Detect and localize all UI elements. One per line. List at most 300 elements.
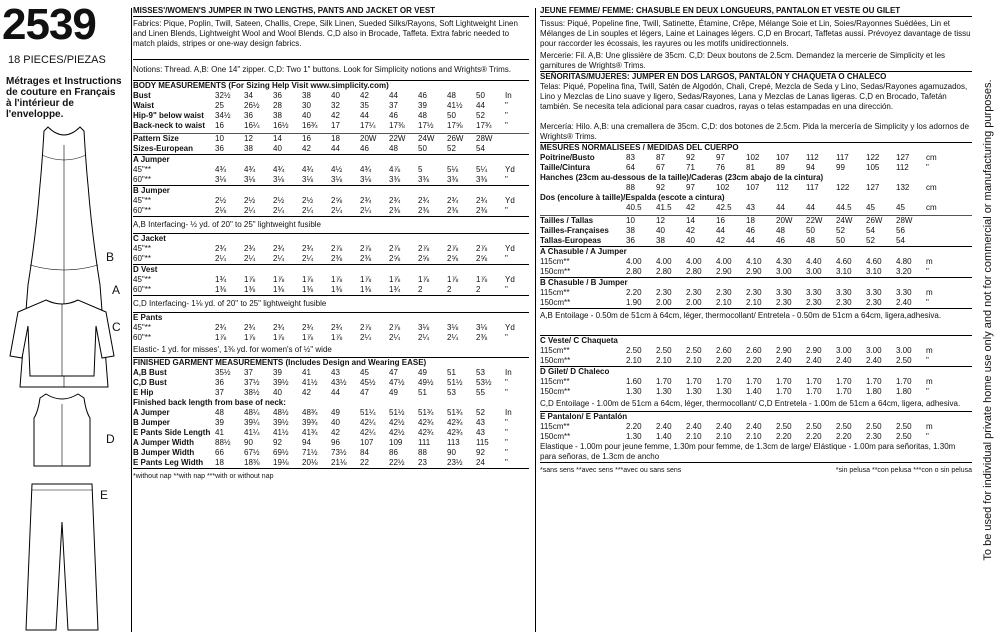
pattern-number: 2539 (2, 0, 96, 49)
telas-text: Telas: Piqué, Popelina fina, Twill, Satén de Algodón, Chali, Crepé, Mezcla de Seda y Lino, Sedas/Rayones agamuzados, Lino y Mezclas de Lino suave y ligero, Sedas/Rayones, Lana y Mezclas de Lanas ligeras. C,D en Brocado, Tafetán también. Se necesita tela adicional para casar cuadros, rayas o telas estampadas en una dirección. (540, 82, 968, 111)
french-footnote: *sans sens **avec sens ***avec ou sans sens (540, 467, 682, 474)
table-cell: 30 (302, 101, 311, 110)
table-row (133, 458, 529, 468)
table-cell: 2.00 (656, 298, 672, 307)
table-row (540, 153, 972, 163)
table-cell: 127 (866, 183, 880, 192)
table-cell: 3.30 (866, 288, 882, 297)
row-label: Tallas-Europeas (540, 236, 602, 245)
table-cell: 16 (215, 121, 224, 130)
table-cell: 2½ (215, 196, 227, 205)
table-cell: 102 (746, 153, 760, 162)
table-cell: 2.50 (626, 346, 642, 355)
table-cell: 117 (836, 153, 849, 162)
hanches-row (540, 183, 972, 193)
table-cell: " (505, 206, 508, 215)
table-cell: " (505, 418, 508, 427)
french-title: JEUNE FEMME/ FEMME: CHASUBLE EN DEUX LONGUEURS, PANTALON ET VESTE OU GILET (540, 6, 901, 15)
table-cell: 2¾ (244, 323, 256, 332)
table-cell: 2.50 (866, 422, 882, 431)
table-cell: 51½ (447, 378, 463, 387)
table-row (133, 408, 529, 418)
table-cell: 92 (273, 438, 282, 447)
garment-heading: A Jumper (133, 154, 529, 165)
table-cell: 2.90 (806, 346, 822, 355)
table-cell: 18⅜ (244, 458, 260, 467)
table-cell: 2.60 (746, 346, 762, 355)
table-cell: 2 (476, 285, 481, 294)
table-cell: " (505, 438, 508, 447)
table-row (540, 257, 972, 267)
divider (131, 8, 132, 632)
table-cell: 4.00 (626, 257, 642, 266)
table-cell: 2.30 (746, 288, 762, 297)
table-cell: In (505, 91, 512, 100)
table-cell: 2⅞ (360, 323, 372, 332)
notions-text: Notions: Thread. A,B: One 14" zipper. C,D: Two 1" buttons. Look for Simplicity notions and Wrights® Trims. (133, 59, 529, 80)
row-label: C,D Bust (133, 378, 167, 387)
table-cell: 2.20 (776, 432, 792, 441)
table-cell: 39½ (273, 378, 289, 387)
garment-heading: B Jumper (133, 185, 529, 196)
ab-entoilage-text: A,B Entoilage - 0.50m de 51cm à 64cm, léger, thermocollant/ Entretela - 0.50m de 51cm a 64cm, ligera,adhesiva. (540, 308, 972, 335)
table-cell: 22W (389, 134, 406, 143)
table-row (133, 91, 529, 101)
view-letter-e: E (100, 488, 109, 502)
table-cell: 26W (447, 134, 464, 143)
table-cell: 2⅜ (447, 206, 459, 215)
table-cell: 2¼ (360, 206, 372, 215)
table-cell: 117 (806, 183, 819, 192)
table-cell: 107 (360, 438, 374, 447)
table-cell: 25 (215, 101, 224, 110)
table-row (133, 254, 529, 264)
table-cell: 3⅛ (360, 175, 372, 184)
table-cell: 2.40 (686, 422, 702, 431)
table-cell: 39¾ (302, 418, 318, 427)
table-cell: Yd (505, 165, 515, 174)
table-cell: 4¾ (244, 165, 256, 174)
tissus-text: Tissus: Piqué, Popeline fine, Twill, Satinette, Étamine, Crêpe, Mélange Soie et Lin, Soies/Rayonnes Suédées, Lin et Mélanges de Lin souples et légers, Laine et Lainages légers. C,D en Brocart, Taffetas aussi. Prévoyez davantage de tissu pour raccorder les écossais, les rayures ou les motifs unidirectionnels. (540, 16, 972, 51)
table-cell: 1.30 (626, 387, 642, 396)
garment-heading: D Vest (133, 264, 529, 275)
cd-interfacing-text: C,D Interfacing- 1⅛ yd. of 20" to 25" lightweight fusible (133, 295, 529, 312)
row-label: 150cm** (540, 356, 571, 365)
table-cell: 1⅞ (447, 275, 459, 284)
row-label: Tailles / Tallas (540, 216, 594, 225)
garment-heading: C Jacket (133, 233, 529, 244)
table-cell: 17⅝ (447, 121, 463, 130)
table-row (540, 377, 972, 387)
table-cell: 112 (896, 163, 909, 172)
table-cell: 2.10 (746, 298, 762, 307)
table-cell: 1⅞ (215, 333, 227, 342)
table-cell: 81 (746, 163, 755, 172)
table-cell: 51 (447, 368, 456, 377)
row-label: 115cm** (540, 346, 570, 355)
table-cell: 36 (244, 111, 253, 120)
table-cell: 2.30 (716, 288, 732, 297)
table-cell (926, 226, 956, 236)
table-cell: 42¾ (418, 418, 434, 427)
table-cell: 2.30 (836, 298, 852, 307)
table-cell: 2⅞ (331, 244, 343, 253)
table-cell: 52 (836, 226, 845, 235)
table-cell: 86 (389, 448, 398, 457)
table-cell: 21⅛ (331, 458, 347, 467)
table-cell: 2¼ (273, 206, 285, 215)
table-cell: 42.5 (716, 203, 732, 212)
table-cell: 17¾ (476, 121, 492, 130)
table-cell: 36 (215, 378, 224, 387)
table-cell: 1.70 (806, 387, 822, 396)
table-cell: 94 (302, 438, 311, 447)
table-cell: 40 (302, 111, 311, 120)
table-cell: 2⅞ (476, 244, 488, 253)
table-cell: 40 (656, 226, 665, 235)
spanish-title: SEÑORITAS/MUJERES: JUMPER EN DOS LARGOS, PANTALÓN Y CHAQUETA O CHALECO (540, 71, 972, 82)
table-cell: 4⅞ (389, 165, 401, 174)
view-letter-d: D (106, 432, 115, 446)
table-cell: 2¼ (215, 254, 227, 263)
table-cell: " (505, 428, 508, 437)
row-label: 45"** (133, 196, 151, 205)
table-cell: 42½ (389, 428, 405, 437)
table-cell: 36 (215, 144, 224, 153)
table-cell: 1⅜ (273, 285, 285, 294)
table-cell: 122 (836, 183, 850, 192)
table-cell: 45½ (360, 378, 376, 387)
table-cell: 35½ (215, 368, 231, 377)
left-column (0, 0, 128, 641)
table-cell: 2¾ (418, 196, 430, 205)
table-cell: 2.40 (866, 356, 882, 365)
table-cell: 4.00 (686, 257, 702, 266)
table-cell: 48 (389, 144, 398, 153)
table-cell: 24 (476, 458, 485, 467)
table-cell: 88½ (215, 438, 231, 447)
row-label: Taille/Cintura (540, 163, 591, 172)
table-cell: 1⅞ (331, 333, 343, 342)
table-cell: 1⅞ (244, 275, 256, 284)
table-cell: 2.10 (746, 432, 762, 441)
table-row (540, 432, 972, 442)
table-cell: 1.70 (806, 377, 822, 386)
table-cell: 22½ (389, 458, 405, 467)
table-cell: 46 (746, 226, 755, 235)
table-cell: 3.00 (806, 267, 822, 276)
table-cell: 3⅛ (418, 323, 430, 332)
yardage-table-e (133, 312, 529, 343)
table-cell: 43 (476, 428, 485, 437)
table-cell: " (505, 111, 508, 120)
table-cell: 3⅛ (447, 323, 459, 332)
table-cell: 39 (273, 368, 282, 377)
table-cell: 1⅞ (273, 333, 285, 342)
table-cell: 1¾ (215, 275, 227, 284)
table-cell: 3.30 (896, 288, 912, 297)
table-cell: 46 (418, 91, 427, 100)
table-cell: 2 (447, 285, 452, 294)
table-cell: 97 (686, 183, 695, 192)
table-cell: 2⅜ (418, 206, 430, 215)
table-cell: 28W (476, 134, 493, 143)
table-cell: 40 (273, 388, 282, 397)
table-cell: 69½ (273, 448, 289, 457)
table-cell: 26W (866, 216, 883, 225)
table-cell: 1⅞ (331, 275, 343, 284)
table-cell: 43½ (331, 378, 347, 387)
table-cell: 48 (806, 236, 815, 245)
finished-measurements-title: FINISHED GARMENT MEASUREMENTS (Includes Design and Wearing EASE) (133, 357, 529, 368)
table-row (133, 285, 529, 295)
table-cell: 122 (866, 153, 880, 162)
table-cell: 50 (836, 236, 845, 245)
table-cell: 55 (476, 388, 485, 397)
table-cell: 2.80 (686, 267, 702, 276)
table-cell: 2¾ (447, 196, 459, 205)
table-row (133, 438, 529, 448)
table-cell: 64 (626, 163, 635, 172)
table-cell: 41½ (447, 101, 463, 110)
hanches-label: Hanches (23cm au-dessous de la taille)/Caderas (23cm abajo de la cintura) (540, 173, 824, 182)
table-cell: 2.00 (686, 298, 702, 307)
table-cell: 42 (686, 203, 695, 212)
row-label: A,B Bust (133, 368, 167, 377)
view-letter-a: A (112, 283, 121, 297)
table-cell: 127 (896, 153, 910, 162)
table-row (133, 196, 529, 206)
table-cell: 18 (215, 458, 224, 467)
table-cell: 1.90 (626, 298, 642, 307)
table-cell: 42 (686, 226, 695, 235)
table-cell: 4.10 (746, 257, 762, 266)
table-cell: 50 (418, 144, 427, 153)
table-cell: 42¼ (360, 428, 376, 437)
table-cell: 4.30 (776, 257, 792, 266)
table-cell: 2.10 (656, 356, 672, 365)
table-cell: 10 (215, 134, 224, 143)
row-label: E Hip (133, 388, 154, 397)
table-row (540, 267, 972, 277)
body-measurements-title: BODY MEASUREMENTS (For Sizing Help Visit www.simplicity.com) (133, 80, 529, 91)
table-cell: 34 (244, 91, 253, 100)
table-cell: 39 (418, 101, 427, 110)
table-cell: 1.70 (776, 387, 792, 396)
table-cell: 2.80 (626, 267, 642, 276)
table-cell: m (926, 288, 933, 297)
table-cell: 99 (836, 163, 845, 172)
table-cell: 1⅜ (244, 285, 256, 294)
table-cell: 1.70 (656, 377, 672, 386)
metrage-table-e (540, 411, 972, 442)
table-cell: 2.90 (746, 267, 762, 276)
table-cell: 4.60 (836, 257, 852, 266)
table-cell: 44 (389, 91, 398, 100)
table-cell: 1.80 (866, 387, 882, 396)
table-cell: 109 (389, 438, 403, 447)
table-cell: 20⅛ (302, 458, 318, 467)
table-cell: m (926, 346, 933, 355)
table-cell: 1⅞ (360, 275, 372, 284)
usage-notice-text: To be used for individual private home use only and not for commercial or manufacturing purposes. (982, 79, 994, 561)
table-cell: 2.50 (896, 356, 912, 365)
table-cell: 76 (716, 163, 725, 172)
table-row (133, 111, 529, 121)
table-cell: 10 (626, 216, 635, 225)
table-cell: 41 (302, 368, 311, 377)
table-cell: 3.00 (836, 346, 852, 355)
table-cell: 24W (418, 134, 435, 143)
table-cell: 1⅞ (302, 333, 314, 342)
row-label: 45"** (133, 165, 151, 174)
table-cell: 23½ (447, 458, 463, 467)
table-row (540, 183, 972, 193)
table-cell: 52 (476, 408, 485, 417)
dos-row (540, 203, 972, 213)
table-cell: 2⅝ (476, 254, 488, 263)
table-cell: 2.40 (806, 356, 822, 365)
elastic-text: Elastic- 1 yd. for misses', 1⅜ yd. for women's of ½" wide (133, 345, 332, 354)
table-cell: 2.90 (776, 346, 792, 355)
table-cell: 3⅛ (476, 323, 488, 332)
ab-interfacing-text: A,B Interfacing- ½ yd. of 20" to 25" lightweight fusible (133, 216, 529, 233)
jacket-sketch (6, 298, 118, 378)
table-cell: 48 (215, 408, 224, 417)
table-cell: 38 (273, 111, 282, 120)
table-cell: 2⅝ (331, 196, 343, 205)
table-cell: 2.30 (686, 288, 702, 297)
table-cell: 102 (716, 183, 730, 192)
table-cell: 1⅜ (331, 285, 343, 294)
table-cell: 44 (776, 203, 785, 212)
table-cell: Yd (505, 275, 515, 284)
table-row (133, 388, 529, 398)
table-cell: 2⅜ (476, 206, 488, 215)
table-cell: 48 (418, 111, 427, 120)
table-cell: 2.50 (656, 346, 672, 355)
table-cell: 39¼ (244, 418, 260, 427)
table-cell: 2¼ (389, 333, 401, 342)
table-cell: 4½ (331, 165, 343, 174)
table-cell: 51¾ (418, 408, 434, 417)
row-label: E Pants Leg Width (133, 458, 204, 467)
table-cell: 16½ (273, 121, 289, 130)
finished-lengths-table (133, 408, 529, 468)
garment-heading: E Pantalon/ E Pantalón (540, 411, 972, 422)
mesures-table (540, 153, 972, 173)
table-cell: 44.5 (836, 203, 852, 212)
table-cell: 40 (273, 144, 282, 153)
row-label: 60"** (133, 285, 151, 294)
table-cell: 107 (746, 183, 760, 192)
table-cell: 2¼ (302, 254, 314, 263)
table-row (540, 387, 972, 397)
table-cell: 1.70 (746, 377, 762, 386)
table-cell: 1⅞ (418, 275, 430, 284)
table-cell: 2⅜ (360, 254, 372, 263)
piece-count: 18 PIECES/PIEZAS (8, 54, 106, 66)
table-cell: 4.40 (806, 257, 822, 266)
back-length-title: Finished back length from base of neck: (133, 398, 286, 407)
table-cell: 2¾ (215, 244, 227, 253)
table-cell: 16¾ (302, 121, 318, 130)
table-cell: 12 (244, 134, 253, 143)
row-label: Pattern Size (133, 134, 179, 143)
table-cell: 2¾ (302, 244, 314, 253)
english-footnote: *without nap **with nap ***with or without nap (133, 468, 529, 482)
table-cell: 2½ (302, 196, 314, 205)
table-cell: 92 (656, 183, 665, 192)
table-cell: 43 (476, 418, 485, 427)
table-cell: Yd (505, 196, 515, 205)
table-cell: 16 (302, 134, 311, 143)
table-row (133, 144, 529, 154)
table-cell: 37 (389, 101, 398, 110)
french-instructions-note: Métrages et Instructions de couture en Français à l'intérieur de l'enveloppe. (6, 76, 122, 120)
table-row (540, 216, 972, 226)
table-row (133, 206, 529, 216)
table-cell: 52 (476, 111, 485, 120)
table-cell: 87 (656, 153, 665, 162)
table-cell: 36 (273, 91, 282, 100)
table-cell: 1⅜ (215, 285, 227, 294)
table-cell: 1.70 (866, 377, 882, 386)
table-cell: 1⅞ (476, 275, 488, 284)
table-cell: 3⅜ (418, 175, 430, 184)
table-cell: cm (926, 203, 937, 212)
table-cell: 2.20 (806, 432, 822, 441)
table-cell: 2.20 (746, 356, 762, 365)
table-cell: 3⅛ (215, 175, 227, 184)
table-cell: 2⅛ (215, 206, 227, 215)
table-cell: 42¾ (447, 418, 463, 427)
tailles-table (540, 216, 972, 246)
row-label: 45"** (133, 244, 151, 253)
row-label: Poitrine/Busto (540, 153, 595, 162)
table-cell: 51½ (389, 408, 405, 417)
table-cell: 88 (626, 183, 635, 192)
table-cell: 1⅞ (273, 275, 285, 284)
table-row (133, 244, 529, 254)
table-cell: 42¾ (418, 428, 434, 437)
table-cell: 41¾ (302, 428, 318, 437)
table-cell: 18 (331, 134, 340, 143)
table-cell: 88 (418, 448, 427, 457)
table-cell: cm (926, 183, 937, 192)
table-cell: 42 (360, 91, 369, 100)
table-cell: 3⅜ (389, 175, 401, 184)
table-cell: 45 (360, 368, 369, 377)
table-cell: 67½ (244, 448, 260, 457)
table-cell: 2.40 (746, 422, 762, 431)
table-cell: 43 (331, 368, 340, 377)
table-cell: 132 (896, 183, 910, 192)
mesures-title: MESURES NORMALISEES / MEDIDAS DEL CUERPO (540, 142, 972, 153)
table-cell: " (926, 267, 929, 276)
table-cell: 115 (476, 438, 489, 447)
row-label: E Pants Side Length (133, 428, 211, 437)
table-cell: 38 (626, 226, 635, 235)
table-cell: 1⅜ (360, 285, 372, 294)
merceria-text: Mercería: Hilo. A,B: una cremallera de 35cm. C,D: dos botones de 2.5cm. Pida la mercería de Simplicity y los adornos de Wrights® Trims. (540, 122, 970, 141)
table-cell: 71 (686, 163, 695, 172)
row-label: 45"** (133, 275, 151, 284)
table-cell: 2.40 (776, 356, 792, 365)
table-cell: 48¾ (302, 408, 318, 417)
table-cell: 2¾ (389, 196, 401, 205)
table-cell: 23 (418, 458, 427, 467)
